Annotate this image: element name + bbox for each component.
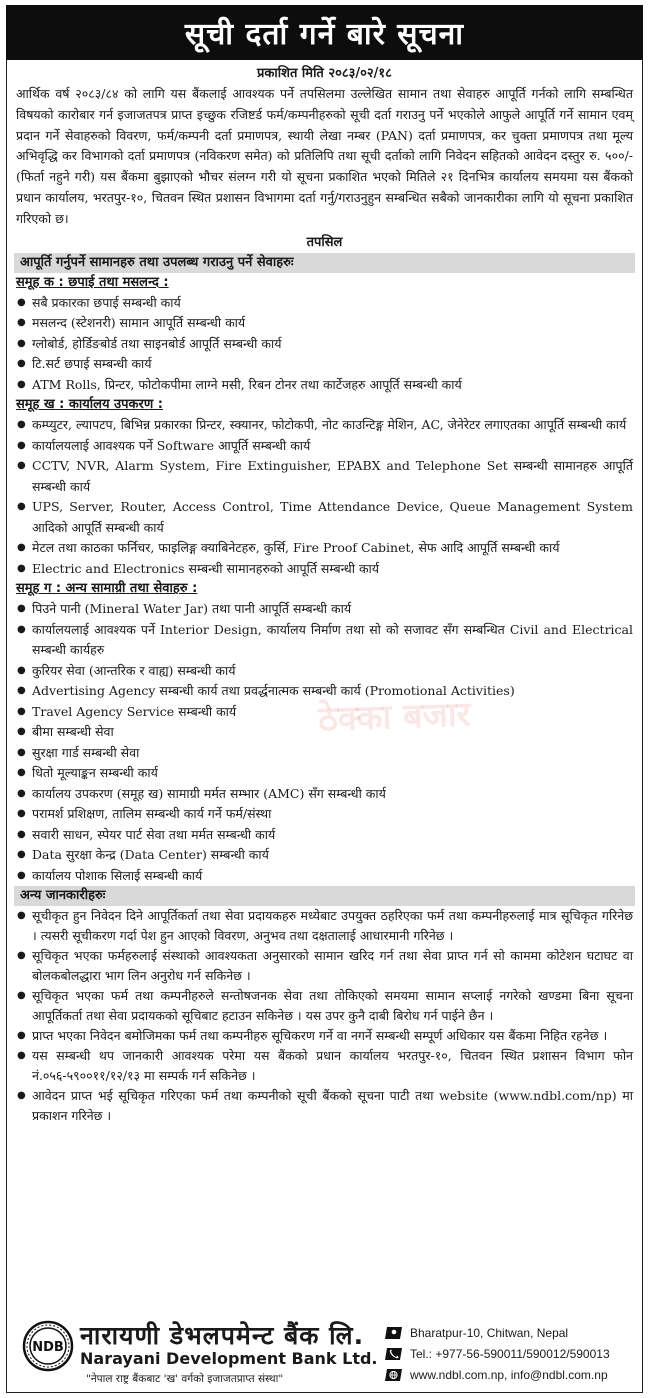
list-item: ● टि.सर्ट छपाई सम्बन्धी कार्य	[16, 354, 633, 375]
list-item: ● कार्यालयलाई आवश्यक पर्ने Software आपूर्ति सम्बन्धी कार्य	[16, 436, 633, 457]
location-pin-icon	[384, 1325, 404, 1341]
phone-icon	[384, 1346, 404, 1362]
intro-paragraph: आर्थिक वर्ष २०८३/८४ को लागि यस बैंकलाई आवश्यक पर्ने तपसिलमा उल्लेखित सामान तथा सेवाहरु आपूर्ति गर्नको लागि सम्बन्धित विषयको कारोबार गर्न इजाजतपत्र प्राप्त इच्छुक रजिष्टर्ड फर्म/कम्पनीहरुको सूची दर्ता गराउनु पर्ने भएकोले आफुले आपूर्ति गर्ने सामान एवम् प्रदान गर्ने सेवाहरुको विवरण, फर्म/कम्पनी दर्ता प्रमाणपत्र, स्थायी लेखा नम्बर (PAN) दर्ता प्रमाणपत्र, कर चुक्ता प्रमाणपत्र तथा मूल्य अभिवृद्धि कर विभागको दर्ता प्रमाणपत्र (नविकरण समेत) को प्रतिलिपि तथा सूची दर्ताको लागि निवेदन सहितको आवेदन दस्तुर रु. ५००/- (फिर्ता नहुने गरी) यस बैंकमा बुझाएको भौचर संलग्न गरी यो सूचना प्रकाशित भएको मितिले २१ दिनभित्र कार्यालय समयमा यस बैंकको प्रधान कार्यालय, भरतपुर-१०, चितवन स्थित प्रशासन विभागमा दर्ता गर्नु/गराउनुहुन सम्बन्धित सबैको जानकारीका लागि यो सूचना प्रकाशित गरिएको छ।	[16, 86, 633, 226]
bank-name-english: Narayani Development Bank Ltd.	[80, 1349, 378, 1368]
group-c-title: समूह ग : अन्य सामाग्री तथा सेवाहरु :	[16, 581, 198, 597]
list-item: ● सूचिकृत भएका फर्महरुलाई संस्थाको आवश्यकता अनुसारको सामान खरिद गर्न तथा सेवा प्राप्त गर्न सो काममा कोटेशन घटाघट वा बोलकबोलद्धारा भाग लिन अनुरोध गर्न सकिनेछ ।	[16, 946, 633, 986]
list-item: ● आवेदन प्राप्त भई सूचिकृत गरिएका फर्म तथा कम्पनीको सूची बैंकको सूचना पाटी तथा website (www.ndbl.com/np) मा प्रकाशन गरिनेछ ।	[16, 1086, 633, 1126]
address-row	[384, 1322, 639, 1343]
group-b-list	[16, 415, 633, 579]
seal-text: NDB	[32, 1340, 64, 1355]
list-item: ● Data सुरक्षा केन्द्र (Data Center) सम्बन्धी कार्य	[16, 845, 633, 866]
list-item: ● प्राप्त भएका निवेदन बमोजिमका फर्म तथा कम्पनीहरु सूचिकरण गर्ने वा नगर्ने सम्बन्धी सम्पूर्ण अधिकार यस बैंकमा निहित रहनेछ ।	[16, 1026, 633, 1046]
list-item: ● कार्यालय उपकरण (समूह ख) सामाग्री मर्मत सम्भार (AMC) सँग सम्बन्धी कार्य	[16, 784, 633, 805]
address-text: Bharatpur-10, Chitwan, Nepal	[410, 1325, 569, 1340]
web-row	[384, 1364, 639, 1385]
list-item: ● ग्लोबोर्ड, होर्डिङबोर्ड तथा साइनबोर्ड आपूर्ति सम्बन्धी कार्य	[16, 334, 633, 355]
list-item: ● पिउने पानी (Mineral Water Jar) तथा पानी आपूर्ति सम्बन्धी कार्य	[16, 599, 633, 620]
list-item: ● कार्यालय पोशाक सिलाई सम्बन्धी कार्य	[16, 866, 633, 887]
bank-tagline: "नेपाल राष्ट्र बैंकबाट 'ख' वर्गको इजाजतप्राप्त संस्था"	[86, 1373, 284, 1385]
globe-icon	[384, 1367, 404, 1383]
list-item: ● Travel Agency Service सम्बन्धी कार्य	[16, 702, 633, 723]
group-a-title: समूह क : छपाई तथा मसलन्द :	[16, 274, 169, 290]
other-info-heading: अन्य जानकारीहरुः	[14, 886, 635, 906]
list-item: ● ATM Rolls, प्रिन्टर, फोटोकपीमा लाग्ने मसी, रिबन टोनर तथा कार्टेजहरु आपूर्ति सम्बन्धी कार्य	[16, 375, 633, 396]
bank-name-nepali: नारायणी डेभलपमेन्ट बैंक लि.	[80, 1321, 365, 1350]
list-item: ● कुरियर सेवा (आन्तरिक र वाह्य) सम्बन्धी कार्य	[16, 661, 633, 682]
group-a-list	[16, 293, 633, 396]
other-info-list	[16, 906, 633, 1126]
published-date: प्रकाशित मिति २०८३/०२/१८	[257, 66, 392, 81]
list-item: ● सूचीकृत हुन निवेदन दिने आपूर्तिकर्ता तथा सेवा प्रदायकहरु मध्येबाट उपयुक्त ठहरिएका फर्म तथा कम्पनीहरुलाई मात्र सूचिकृत गरिनेछ । त्यसरी सूचीकरण गर्दा पेश हुन आएको विवरण, अनुभव तथा दक्षतालाई आधारमानी गरिनेछ ।	[16, 906, 633, 946]
list-item: ● सबै प्रकारका छपाई सम्बन्धी कार्य	[16, 293, 633, 314]
list-item: ● कार्यालयलाई आवश्यक पर्ने Interior Design, कार्यालय निर्माण तथा सो को सजावट सँग सम्बन्धित Civil and Electrical सम्बन्धी कार्यहरु	[16, 620, 633, 661]
list-item: ● यस सम्बन्धी थप जानकारी आवश्यक परेमा यस बैंकको प्रधान कार्यालय भरतपुर-१०, चितवन स्थित प्रशासन विभाग फोन नं.०५६-५९००११/१२/१३ मा सम्पर्क गर्न सकिनेछ ।	[16, 1046, 633, 1086]
supply-heading: आपूर्ति गर्नुपर्ने सामानहरु तथा उपलब्ध गराउनु पर्ने सेवाहरुः	[14, 253, 635, 273]
contact-block	[384, 1322, 639, 1385]
list-item: ● बीमा सम्बन्धी सेवा	[16, 722, 633, 743]
bank-logo-icon	[22, 1320, 74, 1372]
group-b-title: समूह ख : कार्यालय उपकरण :	[16, 397, 163, 413]
bank-footer	[16, 1318, 633, 1390]
phone-row	[384, 1343, 639, 1364]
notice-content	[16, 64, 633, 1126]
list-item: ● परामर्श प्रशिक्षण, तालिम सम्बन्धी कार्य गर्ने फर्म/संस्था	[16, 804, 633, 825]
list-item: ● धितो मूल्याङ्कन सम्बन्धी कार्य	[16, 763, 633, 784]
phone-text: Tel.: +977-56-590011/590012/590013	[410, 1346, 610, 1361]
list-item: ● CCTV, NVR, Alarm System, Fire Extinguisher, EPABX and Telephone Set सम्बन्धी सामानहरु आपूर्ति सम्बन्धी कार्य	[16, 456, 633, 497]
list-item: ● सुरक्षा गार्ड सम्बन्धी सेवा	[16, 743, 633, 764]
list-item: ● सूचिकृत भएका फर्म तथा कम्पनीहरुले सन्तोषजनक सेवा तथा तोकिएको समयमा सामान सप्लाई नगरेको खण्डमा बिना सूचना आपूर्तिकर्ता तथा सेवा प्रदायकको सूचिबाट हटाउन सकिनेछ । यस उपर कुनै दाबी बिरोध गर्न पाईने छैन ।	[16, 986, 633, 1026]
group-c-list	[16, 599, 633, 886]
list-item: ● सवारी साधन, स्पेयर पार्ट सेवा तथा मर्मत सम्बन्धी कार्य	[16, 825, 633, 846]
list-item: ● कम्प्युटर, ल्यापटप, बिभिन्न प्रकारका प्रिन्टर, स्क्यानर, फोटोकपी, नोट काउन्टिङ्ग मेशिन, AC, जेनेरेटर लगाएतका आपूर्ति सम्बन्धी कार्य	[16, 415, 633, 436]
notice-title: सूची दर्ता गर्ने बारे सूचना	[6, 5, 643, 60]
list-item: ● Advertising Agency सम्बन्धी कार्य तथा प्रवर्द्धनात्मक सम्बन्धी कार्य (Promotional Activities)	[16, 681, 633, 702]
list-item: ● UPS, Server, Router, Access Control, Time Attendance Device, Queue Management System आदिको आपूर्ति सम्बन्धी कार्य	[16, 497, 633, 538]
list-item: ● मसलन्द (स्टेशनरी) सामान आपूर्ति सम्बन्धी कार्य	[16, 313, 633, 334]
schedule-heading: तपसिल	[306, 234, 343, 250]
list-item: ● Electric and Electronics सम्बन्धी सामानहरुको आपूर्ति सम्बन्धी कार्य	[16, 559, 633, 580]
web-text: www.ndbl.com.np, info@ndbl.com.np	[410, 1367, 608, 1382]
watermark-text: ठेक्का बजार	[317, 694, 472, 740]
list-item: ● मेटल तथा काठका फर्निचर, फाइलिङ्ग क्याबिनेटहरु, कुर्सि, Fire Proof Cabinet, सेफ आदि आपूर्ति सम्बन्धी कार्य	[16, 538, 633, 559]
